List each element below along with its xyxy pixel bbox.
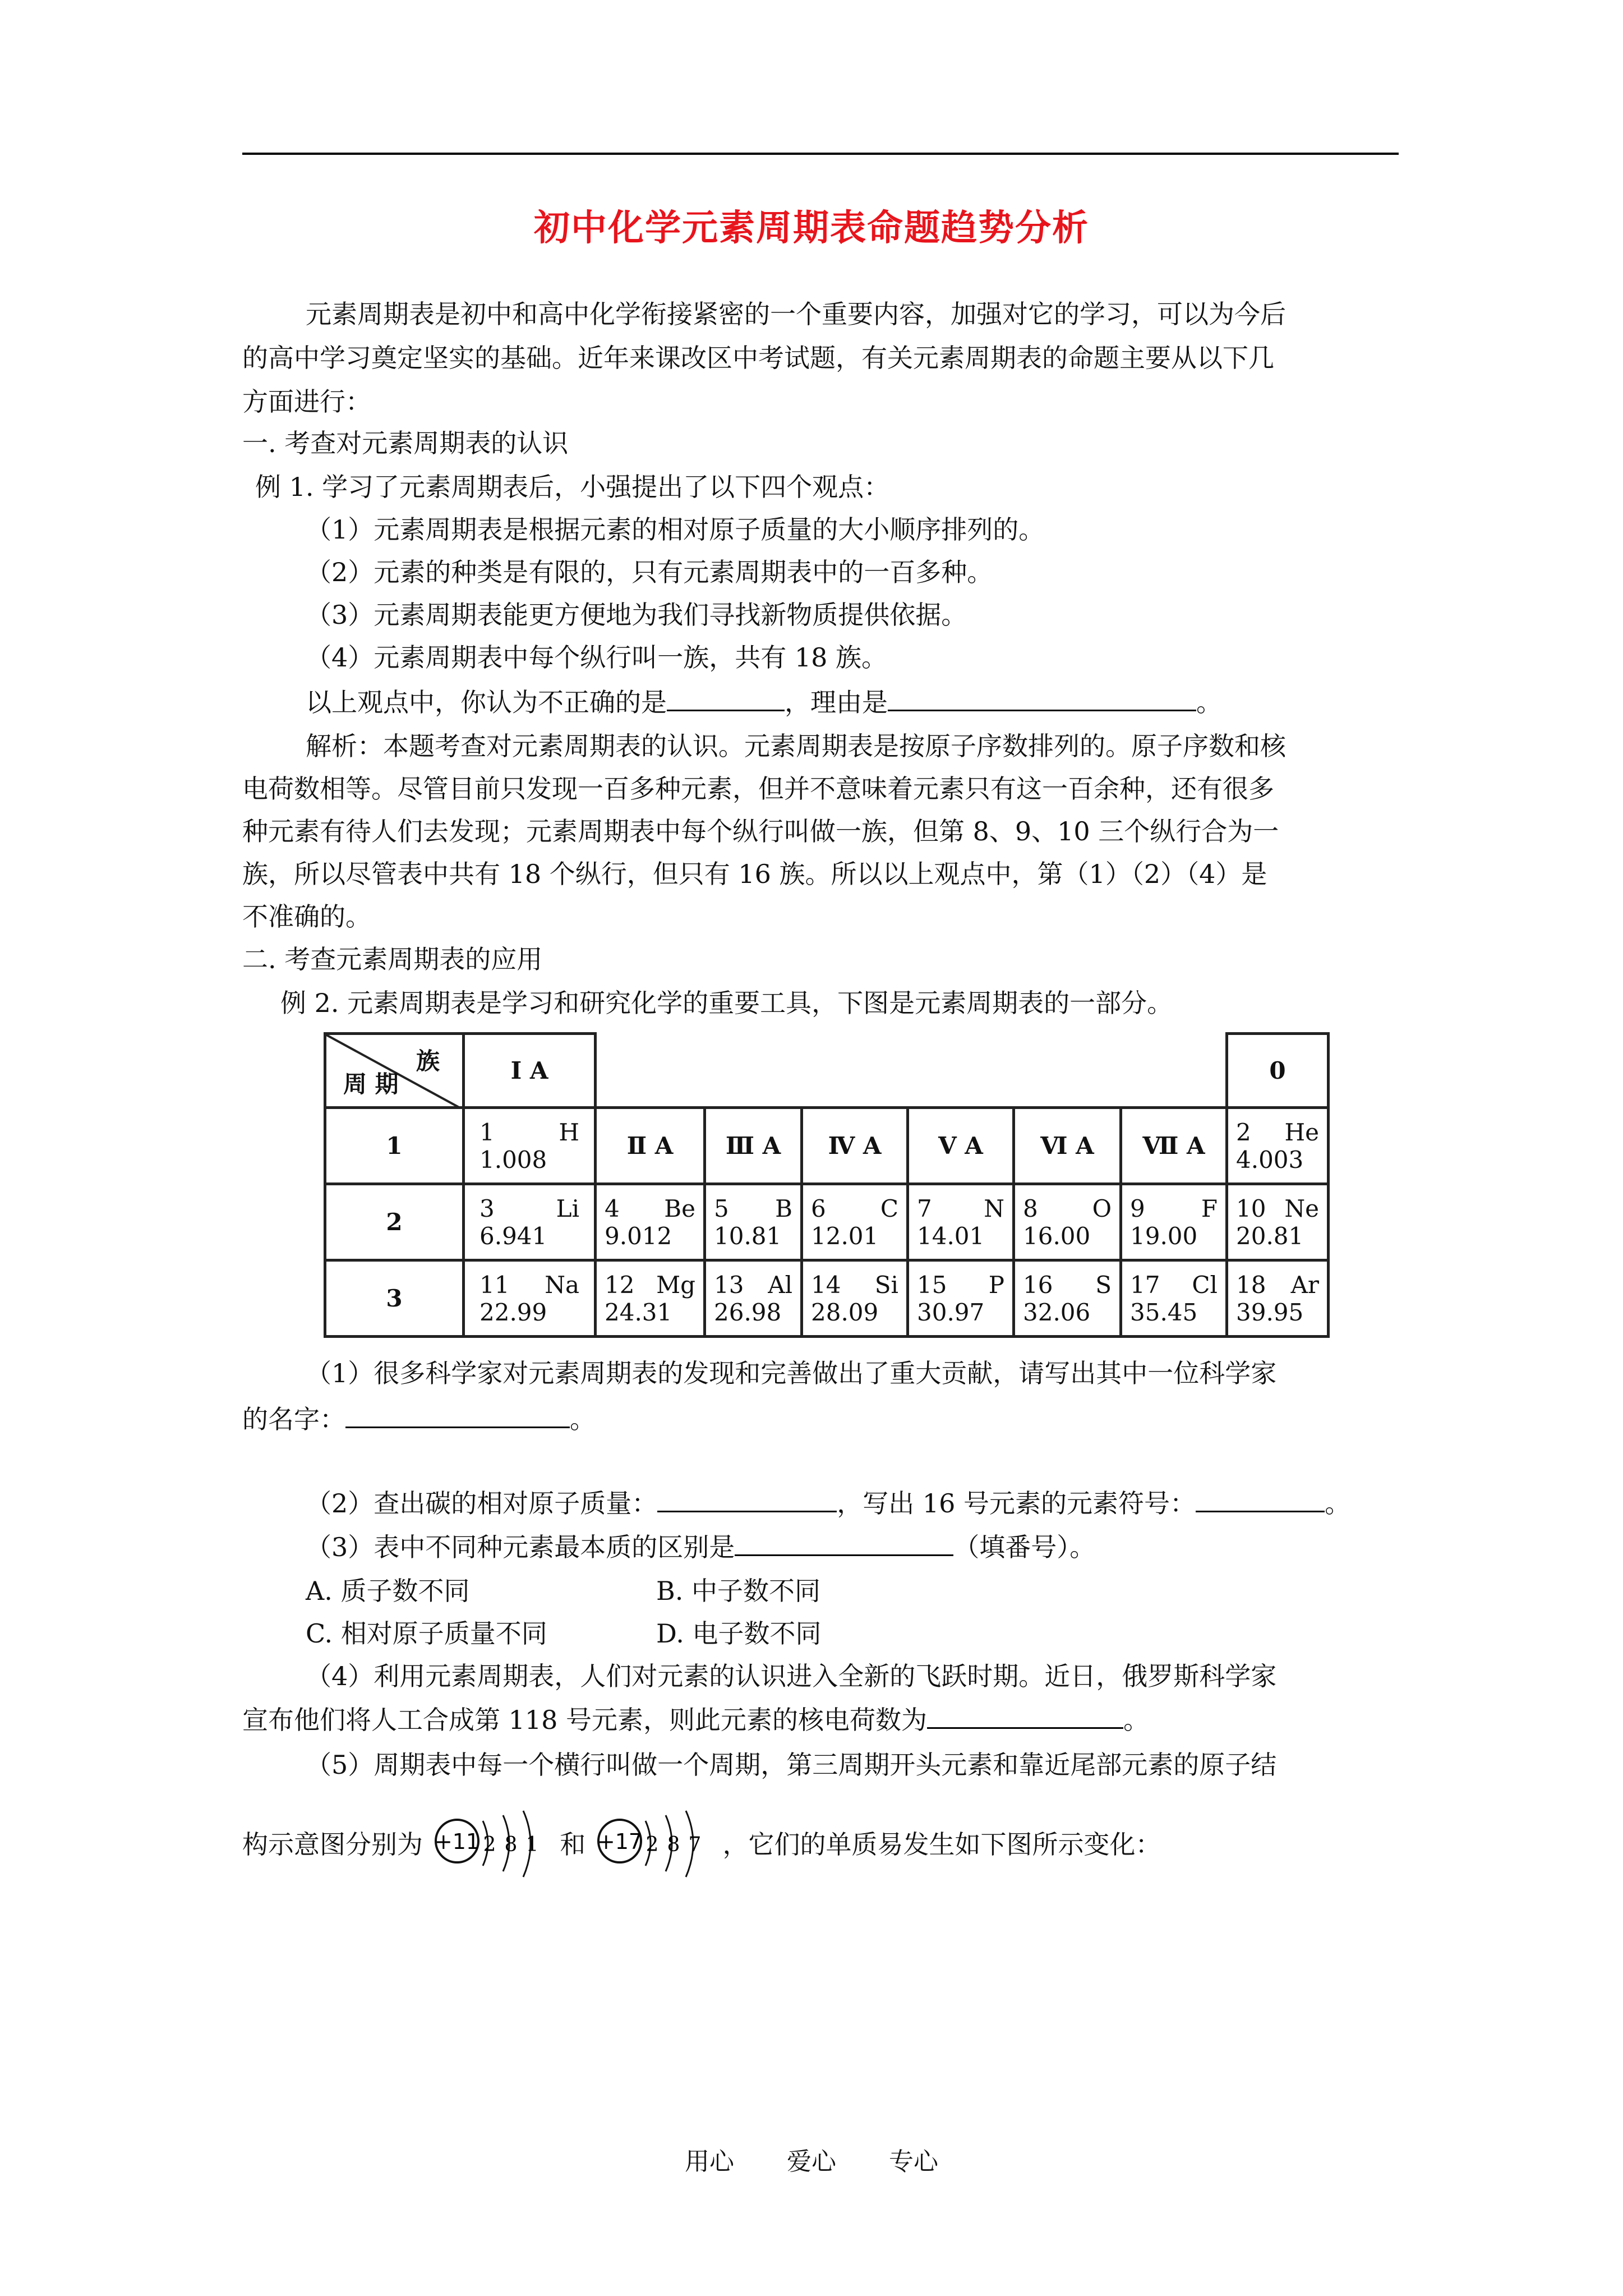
question-text: ，它们的单质易发生如下图所示变化： [722,1829,1161,1860]
element-cell [1121,1260,1227,1337]
intro-line-3: 方面进行： [242,386,371,417]
element-symbol: Li [556,1194,579,1222]
question-5-line-2 [242,1807,1161,1886]
element-cell [1121,1184,1227,1260]
atomic-mass: 4.003 [1236,1145,1304,1174]
intro-line-1: 元素周期表是初中和高中化学衔接紧密的一个重要内容，加强对它的学习，可以为今后 [306,299,1286,329]
question-text: 的名字： [242,1404,345,1434]
atomic-number: 18 [1236,1271,1266,1299]
element-symbol: S [1095,1271,1112,1299]
element-symbol: Al [768,1271,792,1299]
question-text: 。 [570,1404,596,1434]
atomic-mass: 24.31 [605,1298,672,1326]
element-symbol: Mg [656,1271,695,1299]
example-1-item: （2）元素的种类是有限的，只有元素周期表中的一百多种。 [306,557,993,587]
shell-electrons: 7 [688,1833,702,1856]
answer-blank[interactable] [667,685,785,711]
period-label: 2 [325,1184,464,1260]
table-header-corner [325,1034,464,1108]
element-cell [464,1108,596,1184]
group-label: Ⅱ A [596,1108,705,1184]
element-symbol: B [775,1194,792,1222]
atomic-mass: 22.99 [479,1298,547,1326]
element-symbol: Na [545,1271,579,1299]
period-label: 1 [325,1108,464,1184]
atomic-number: 17 [1130,1271,1160,1299]
page-title: 初中化学元素周期表命题趋势分析 [534,207,1089,249]
question-text: 和 [560,1829,586,1860]
period-header-label: 周 期 [343,1070,399,1098]
shell-electrons: 2 [645,1833,659,1856]
atomic-number: 15 [917,1271,947,1299]
element-cell [1014,1260,1121,1337]
question-text: 。 [1123,1705,1150,1735]
atomic-mass: 26.98 [714,1298,782,1326]
sodium-atom-structure-diagram [431,1807,552,1886]
example-1-item: （4）元素周期表中每个纵行叫一族，共有 18 族。 [306,642,888,673]
element-cell [1227,1260,1329,1337]
element-cell [1227,1108,1329,1184]
periodic-table [324,1032,1330,1338]
element-symbol: F [1201,1194,1218,1222]
element-symbol: He [1284,1118,1319,1146]
question-text: 。 [1196,687,1222,717]
atomic-mass: 12.01 [811,1222,879,1250]
question-text: 。 [1325,1488,1351,1519]
group-label: Ⅵ A [1014,1108,1121,1184]
footer-text: 用心 [685,2147,734,2176]
element-cell [908,1184,1014,1260]
atomic-number: 12 [605,1271,635,1299]
element-cell [705,1184,802,1260]
nucleus-charge: +17 [597,1829,642,1854]
footer-text: 爱心 [787,2147,836,2176]
atomic-number: 1 [479,1118,495,1146]
nucleus-charge: +11 [434,1829,479,1854]
analysis-line: 解析：本题考查对元素周期表的认识。元素周期表是按原子序数排列的。原子序数和核 [306,731,1286,761]
question-1-line-2 [242,1397,596,1442]
example-1-item: （3）元素周期表能更方便地为我们寻找新物质提供依据。 [306,600,967,630]
atomic-mass: 10.81 [714,1222,782,1250]
answer-blank[interactable] [888,685,1196,711]
atomic-number: 11 [479,1271,510,1299]
element-symbol: Be [664,1194,695,1222]
analysis-line: 族，所以尽管表中共有 18 个纵行，但只有 16 族。所以以上观点中，第（1）（2）（4）是 [242,859,1267,889]
atomic-mass: 32.06 [1023,1298,1091,1326]
element-symbol: N [984,1194,1004,1222]
answer-blank[interactable] [735,1530,953,1556]
atomic-number: 6 [811,1194,826,1222]
option-d: D. 电子数不同 [656,1618,822,1649]
element-symbol: Ar [1290,1271,1319,1299]
question-4-line-2 [242,1697,1149,1742]
question-text: 宣布他们将人工合成第 118 号元素，则此元素的核电荷数为 [242,1705,928,1735]
element-cell [464,1184,596,1260]
element-cell [705,1260,802,1337]
answer-blank[interactable] [345,1402,570,1428]
page-footer [0,2141,1623,2177]
answer-blank[interactable] [657,1486,837,1512]
question-2 [306,1481,1350,1526]
element-symbol: Ne [1284,1194,1319,1222]
question-text: 以上观点中，你认为不正确的是 [306,687,667,717]
answer-blank[interactable] [927,1703,1123,1729]
chlorine-atom-structure-diagram [594,1807,714,1886]
element-cell [1227,1184,1329,1260]
table-gap [596,1034,1227,1108]
question-text: ，写出 16 号元素的元素符号： [837,1488,1196,1519]
question-3 [306,1525,1095,1570]
element-symbol: O [1092,1194,1112,1222]
question-text: （填番号）。 [953,1532,1096,1562]
atomic-mass: 30.97 [917,1298,985,1326]
group-header-label: 族 [416,1047,440,1075]
atomic-number: 4 [605,1194,620,1222]
question-text: 构示意图分别为 [242,1829,423,1860]
option-b: B. 中子数不同 [656,1576,821,1606]
atomic-mass: 6.941 [479,1222,547,1250]
element-symbol: P [988,1271,1004,1299]
example-1-question [306,680,1222,725]
shell-electrons: 8 [667,1833,680,1856]
question-text: ，理由是 [785,687,888,717]
group-label-IA: Ⅰ A [464,1034,596,1108]
group-label-0: 0 [1227,1034,1329,1108]
group-label: Ⅴ A [908,1108,1014,1184]
example-1-intro: 例 1. 学习了元素周期表后，小强提出了以下四个观点： [255,472,890,502]
header-rule [242,153,1399,155]
footer-text: 专心 [889,2147,938,2176]
atomic-number: 7 [917,1194,932,1222]
atomic-number: 9 [1130,1194,1145,1222]
atomic-mass: 19.00 [1130,1222,1198,1250]
intro-line-2: 的高中学习奠定坚实的基础。近年来课改区中考试题，有关元素周期表的命题主要从以下几 [242,343,1274,373]
group-label: Ⅳ A [802,1108,908,1184]
atomic-mass: 9.012 [605,1222,672,1250]
element-cell [908,1260,1014,1337]
question-text: （2）查出碳的相对原子质量： [306,1488,658,1519]
element-symbol: H [559,1118,579,1146]
shell-electrons: 1 [525,1833,539,1856]
shell-electrons: 2 [483,1833,496,1856]
analysis-line: 不准确的。 [242,901,371,932]
element-cell [1014,1184,1121,1260]
element-symbol: Cl [1192,1271,1218,1299]
question-text: （3）表中不同种元素最本质的区别是 [306,1532,735,1562]
element-cell [596,1184,705,1260]
atomic-number: 13 [714,1271,744,1299]
atomic-number: 5 [714,1194,729,1222]
atomic-number: 2 [1236,1118,1251,1146]
analysis-line: 电荷数相等。尽管目前只发现一百多种元素，但并不意味着元素只有这一百余种，还有很多 [242,774,1274,804]
option-a: A. 质子数不同 [306,1576,470,1606]
atomic-number: 16 [1023,1271,1053,1299]
element-cell [802,1260,908,1337]
element-symbol: C [880,1194,898,1222]
example-2-intro: 例 2. 元素周期表是学习和研究化学的重要工具，下图是元素周期表的一部分。 [280,988,1173,1018]
section-1-heading: 一. 考查对元素周期表的认识 [242,428,569,458]
period-label: 3 [325,1260,464,1337]
atomic-mass: 39.95 [1236,1298,1304,1326]
section-2-heading: 二. 考查元素周期表的应用 [242,944,543,974]
shell-electrons: 8 [504,1833,518,1856]
question-1-line-1: （1）很多科学家对元素周期表的发现和完善做出了重大贡献，请写出其中一位科学家 [306,1358,1277,1388]
atomic-mass: 20.81 [1236,1222,1304,1250]
answer-blank[interactable] [1196,1486,1325,1512]
atomic-number: 8 [1023,1194,1038,1222]
atomic-number: 14 [811,1271,841,1299]
group-label: Ⅲ A [705,1108,802,1184]
group-label: Ⅶ A [1121,1108,1227,1184]
example-1-item: （1）元素周期表是根据元素的相对原子质量的大小顺序排列的。 [306,514,1045,545]
question-4-line-1: （4）利用元素周期表，人们对元素的认识进入全新的飞跃时期。近日，俄罗斯科学家 [306,1661,1277,1691]
atomic-mass: 14.01 [917,1222,985,1250]
atomic-mass: 16.00 [1023,1222,1091,1250]
option-c: C. 相对原子质量不同 [306,1618,547,1649]
atomic-number: 3 [479,1194,495,1222]
question-5-line-1: （5）周期表中每一个横行叫做一个周期，第三周期开头元素和靠近尾部元素的原子结 [306,1750,1277,1780]
atomic-number: 10 [1236,1194,1266,1222]
element-cell [596,1260,705,1337]
analysis-line: 种元素有待人们去发现；元素周期表中每个纵行叫做一族，但第 8、9、10 三个纵行合为一 [242,816,1279,846]
atomic-mass: 35.45 [1130,1298,1198,1326]
element-symbol: Si [874,1271,898,1299]
element-cell [464,1260,596,1337]
element-cell [802,1184,908,1260]
atomic-mass: 28.09 [811,1298,879,1326]
atomic-mass: 1.008 [479,1145,547,1174]
